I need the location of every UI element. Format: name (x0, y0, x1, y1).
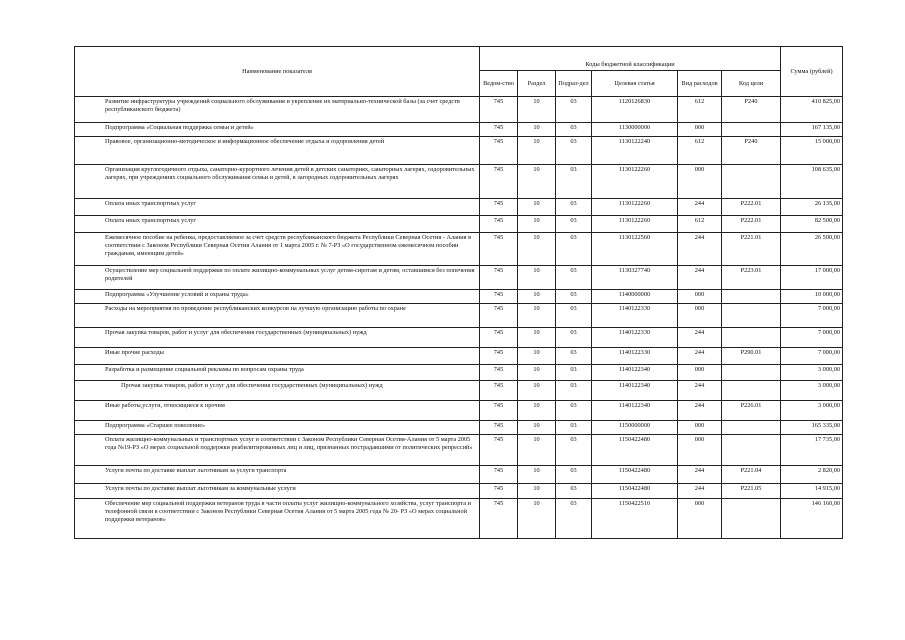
table-row (75, 97, 843, 123)
row-ved: 745 (480, 233, 518, 266)
header-vid: Вид расходов (678, 71, 722, 97)
row-podrazdel: 03 (556, 97, 592, 123)
row-kosgu (722, 123, 781, 137)
row-name: Услуги почты по доставке выплат льготникам за услуги транспорта (75, 466, 480, 484)
table-row (75, 348, 843, 365)
row-razdel: 10 (518, 233, 556, 266)
row-vid: 244 (678, 233, 722, 266)
row-target: 1130327740 (592, 266, 678, 290)
row-ved: 745 (480, 97, 518, 123)
row-razdel: 10 (518, 290, 556, 304)
row-sum: 26 135,00 (781, 199, 843, 216)
row-ved: 745 (480, 365, 518, 381)
header-sum: Сумма (рублей) (781, 47, 843, 97)
row-target: 1150422480 (592, 484, 678, 499)
row-sum: 7 000,00 (781, 348, 843, 365)
row-name: Оплата жилищно-коммунальных и транспортных услуг в соответствии с Законом Республики Северная Осетия-Алания от 5 марта 2005 года №19-РЗ «О мерах социальной поддержки реабилитированных лиц и лиц, признанных пострадавшими от политических репрессий» (75, 435, 480, 466)
row-podrazdel: 03 (556, 401, 592, 421)
header-vedomstvo: Ведом-ство (480, 71, 518, 97)
row-vid: 612 (678, 216, 722, 233)
row-ved: 745 (480, 165, 518, 199)
row-ved: 745 (480, 435, 518, 466)
row-podrazdel: 03 (556, 466, 592, 484)
row-vid: 000 (678, 165, 722, 199)
table-row (75, 216, 843, 233)
row-kosgu (722, 365, 781, 381)
row-name: Подпрограмма «Старшее поколение» (75, 421, 480, 435)
row-podrazdel: 03 (556, 348, 592, 365)
table-row (75, 435, 843, 466)
row-target: 1140122330 (592, 348, 678, 365)
row-kosgu (722, 304, 781, 328)
row-target: 1140000000 (592, 290, 678, 304)
row-razdel: 10 (518, 123, 556, 137)
row-vid: 000 (678, 123, 722, 137)
row-target: 1130122240 (592, 137, 678, 165)
header-target: Целевая статья (592, 71, 678, 97)
row-podrazdel: 03 (556, 381, 592, 401)
header-codes-group: Коды бюджетной классификации (480, 47, 781, 71)
row-vid: 612 (678, 97, 722, 123)
row-sum: 17 000,00 (781, 266, 843, 290)
row-kosgu: P240 (722, 97, 781, 123)
row-kosgu: P221.05 (722, 484, 781, 499)
row-kosgu: P240 (722, 137, 781, 165)
table-row (75, 328, 843, 348)
row-vid: 244 (678, 484, 722, 499)
table-row (75, 290, 843, 304)
row-razdel: 10 (518, 499, 556, 539)
row-podrazdel: 03 (556, 328, 592, 348)
row-name: Ежемесячное пособие на ребенка, предоставляемое за счет средств республиканского бюджета Республики Северная Осетия - Алания в соответствии с Законом Республики Северная Осетия Алания от 1 марта 2005 г. № 7-РЗ «О государственном ежемесячном пособии гражданам, имеющим детей» (75, 233, 480, 266)
row-razdel: 10 (518, 435, 556, 466)
row-kosgu: P221.01 (722, 233, 781, 266)
table-row (75, 123, 843, 137)
header-name: Наименование показателя (75, 47, 480, 97)
row-vid: 244 (678, 348, 722, 365)
table-row (75, 421, 843, 435)
row-kosgu: P226.01 (722, 401, 781, 421)
table-row (75, 484, 843, 499)
row-target: 1150422480 (592, 466, 678, 484)
row-target: 1130000000 (592, 123, 678, 137)
row-ved: 745 (480, 328, 518, 348)
row-ved: 745 (480, 348, 518, 365)
row-razdel: 10 (518, 328, 556, 348)
row-vid: 244 (678, 266, 722, 290)
row-razdel: 10 (518, 199, 556, 216)
row-ved: 745 (480, 266, 518, 290)
row-razdel: 10 (518, 216, 556, 233)
row-vid: 000 (678, 365, 722, 381)
row-ved: 745 (480, 290, 518, 304)
header-podrazdel: Подраз-дел (556, 71, 592, 97)
row-kosgu (722, 435, 781, 466)
row-name: Обеспечение мер социальной поддержки ветеранов труда в части оплаты услуг жилищно-коммунального хозяйства, услуг транспорта и телефонной связи в соответствии с Законом Республики Северная Осетия Алания от 5 марта 2005 года № 20- РЗ «О мерах социальной поддержки ветеранов» (75, 499, 480, 539)
row-name: Услуги почты по доставке выплат льготникам за коммунальные услуги (75, 484, 480, 499)
row-podrazdel: 03 (556, 233, 592, 266)
row-vid: 000 (678, 435, 722, 466)
row-vid: 244 (678, 466, 722, 484)
row-ved: 745 (480, 199, 518, 216)
row-name: Организация круглогодичного отдыха, санаторно-курортного лечения детей в детских санаториях, санаторных лагерях, оздоровительных лагерях, при учреждениях социального обслуживания семьи и детей, в загородных оздоровительных лагерях (75, 165, 480, 199)
row-name: Расходы на мероприятия по проведение республиканских конкурсов на лучшую организацию работы по охране (75, 304, 480, 328)
row-name: Подпрограмма «Социальная поддержка семьи и детей» (75, 123, 480, 137)
row-ved: 745 (480, 216, 518, 233)
row-name: Оплата иных транспортных услуг (75, 216, 480, 233)
row-sum: 410 825,00 (781, 97, 843, 123)
table-row (75, 137, 843, 165)
row-sum: 3 000,00 (781, 401, 843, 421)
row-podrazdel: 03 (556, 421, 592, 435)
row-vid: 612 (678, 137, 722, 165)
row-vid: 244 (678, 328, 722, 348)
row-razdel: 10 (518, 304, 556, 328)
row-target: 1150000000 (592, 421, 678, 435)
row-kosgu: P222.01 (722, 216, 781, 233)
row-name: Прочая закупка товаров, работ и услуг для обеспечения государственных (муниципальных) нужд (75, 381, 480, 401)
row-vid: 000 (678, 499, 722, 539)
table-row (75, 199, 843, 216)
row-podrazdel: 03 (556, 484, 592, 499)
row-sum: 2 820,00 (781, 466, 843, 484)
row-name: Иные работы,услуги, относящиеся к прочим (75, 401, 480, 421)
row-razdel: 10 (518, 401, 556, 421)
row-ved: 745 (480, 484, 518, 499)
row-ved: 745 (480, 421, 518, 435)
row-podrazdel: 03 (556, 304, 592, 328)
row-name: Прочая закупка товаров, работ и услуг для обеспечения государственных (муниципальных) нужд (75, 328, 480, 348)
row-sum: 82 500,00 (781, 216, 843, 233)
row-vid: 244 (678, 401, 722, 421)
row-target: 1140122340 (592, 381, 678, 401)
row-sum: 7 000,00 (781, 328, 843, 348)
row-kosgu: P290.01 (722, 348, 781, 365)
header-razdel: Раздел (518, 71, 556, 97)
row-podrazdel: 03 (556, 365, 592, 381)
row-target: 1140122340 (592, 401, 678, 421)
row-kosgu (722, 381, 781, 401)
row-target: 1140122330 (592, 304, 678, 328)
row-ved: 745 (480, 499, 518, 539)
row-podrazdel: 03 (556, 123, 592, 137)
row-kosgu (722, 290, 781, 304)
row-name: Правовое, организационно-методическое и информационное обеспечение отдыха и оздоровления детей (75, 137, 480, 165)
row-sum: 3 000,00 (781, 381, 843, 401)
row-podrazdel: 03 (556, 499, 592, 539)
row-target: 1150422480 (592, 435, 678, 466)
row-podrazdel: 03 (556, 216, 592, 233)
row-sum: 15 000,00 (781, 137, 843, 165)
table-row (75, 233, 843, 266)
row-kosgu (722, 499, 781, 539)
table-row (75, 266, 843, 290)
row-podrazdel: 03 (556, 137, 592, 165)
table-row (75, 466, 843, 484)
row-sum: 146 160,00 (781, 499, 843, 539)
row-ved: 745 (480, 466, 518, 484)
row-name: Разработка и размещение социальной рекламы по вопросам охраны труда (75, 365, 480, 381)
row-razdel: 10 (518, 421, 556, 435)
row-razdel: 10 (518, 165, 556, 199)
budget-table (74, 46, 843, 539)
table-row (75, 401, 843, 421)
row-razdel: 10 (518, 266, 556, 290)
header-kosgu: Код цели (722, 71, 781, 97)
row-razdel: 10 (518, 484, 556, 499)
row-sum: 3 000,00 (781, 365, 843, 381)
row-target: 1130122260 (592, 216, 678, 233)
row-sum: 17 735,00 (781, 435, 843, 466)
row-target: 1120126830 (592, 97, 678, 123)
table-row (75, 499, 843, 539)
row-razdel: 10 (518, 381, 556, 401)
row-sum: 165 335,00 (781, 421, 843, 435)
row-ved: 745 (480, 137, 518, 165)
row-razdel: 10 (518, 97, 556, 123)
row-target: 1130122560 (592, 233, 678, 266)
row-ved: 745 (480, 304, 518, 328)
table-row (75, 165, 843, 199)
row-name: Развитие инфраструктуры учреждений социального обслуживания и укрепление их материально-технической базы (за счет средств республиканского бюджета) (75, 97, 480, 123)
row-ved: 745 (480, 381, 518, 401)
row-kosgu: P222.01 (722, 199, 781, 216)
row-target: 1150422510 (592, 499, 678, 539)
row-razdel: 10 (518, 348, 556, 365)
row-razdel: 10 (518, 137, 556, 165)
row-podrazdel: 03 (556, 199, 592, 216)
row-name: Осуществление мер социальной поддержки по оплате жилищно-коммунальных услуг детям-сиротам и детям, оставшимся без попечения родителей (75, 266, 480, 290)
row-razdel: 10 (518, 466, 556, 484)
row-sum: 7 000,00 (781, 304, 843, 328)
row-kosgu: P223.01 (722, 266, 781, 290)
row-target: 1130122260 (592, 165, 678, 199)
row-name: Подпрограмма «Улучшение условий и охраны труда» (75, 290, 480, 304)
row-name: Оплата иных транспортных услуг (75, 199, 480, 216)
table-row (75, 365, 843, 381)
row-vid: 244 (678, 199, 722, 216)
row-podrazdel: 03 (556, 165, 592, 199)
row-razdel: 10 (518, 365, 556, 381)
row-vid: 000 (678, 290, 722, 304)
header-row-1 (75, 47, 843, 71)
row-sum: 167 135,00 (781, 123, 843, 137)
row-podrazdel: 03 (556, 435, 592, 466)
row-sum: 14 915,00 (781, 484, 843, 499)
row-vid: 000 (678, 421, 722, 435)
row-vid: 000 (678, 304, 722, 328)
row-sum: 26 500,00 (781, 233, 843, 266)
row-sum: 10 000,00 (781, 290, 843, 304)
table-row (75, 381, 843, 401)
row-name: Иные прочие расходы (75, 348, 480, 365)
row-kosgu (722, 165, 781, 199)
row-ved: 745 (480, 401, 518, 421)
row-kosgu (722, 328, 781, 348)
row-target: 1140122330 (592, 328, 678, 348)
row-target: 1140122340 (592, 365, 678, 381)
row-podrazdel: 03 (556, 266, 592, 290)
row-vid: 244 (678, 381, 722, 401)
row-target: 1130122260 (592, 199, 678, 216)
table-row (75, 304, 843, 328)
row-podrazdel: 03 (556, 290, 592, 304)
row-kosgu: P221.04 (722, 466, 781, 484)
row-kosgu (722, 421, 781, 435)
row-sum: 108 635,00 (781, 165, 843, 199)
row-ved: 745 (480, 123, 518, 137)
